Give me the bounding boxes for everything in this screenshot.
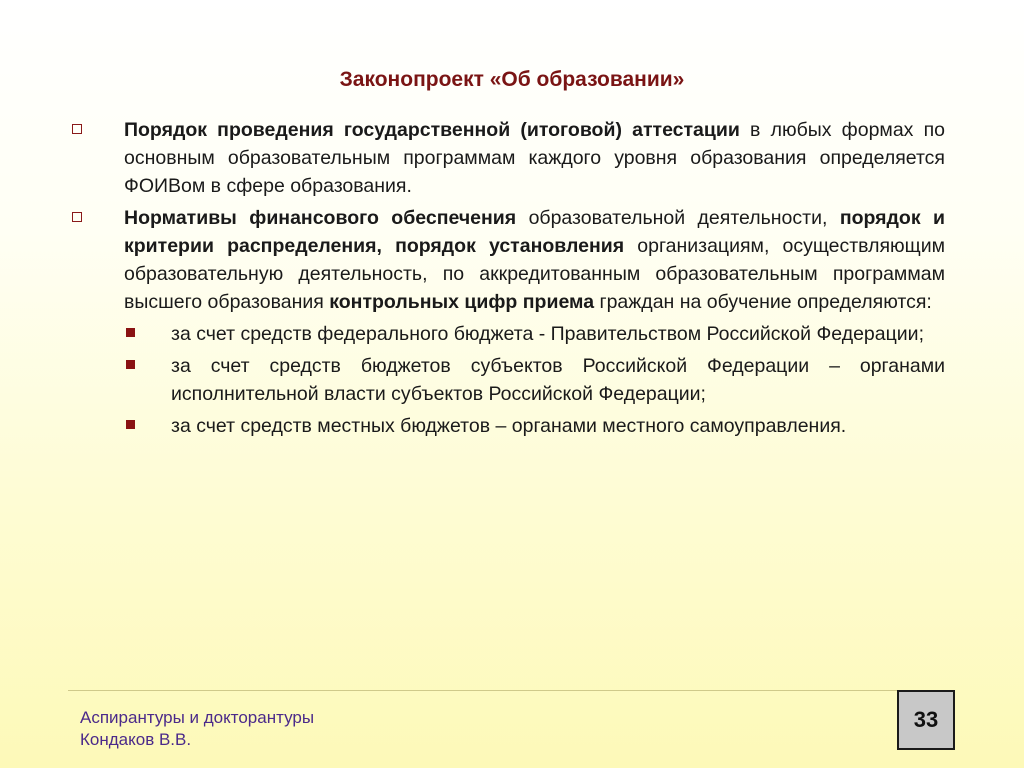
sub-bullet-item xyxy=(70,320,945,348)
filled-square-bullet-icon xyxy=(126,420,135,429)
hollow-square-bullet-icon xyxy=(72,212,82,222)
footer-line-1: Аспирантуры и докторантуры xyxy=(80,708,315,727)
sub-bullet-text: за счет средств федерального бюджета - Правительством Российской Федерации; xyxy=(171,323,924,345)
bold-phrase: Порядок проведения государственной (итоговой) аттестации xyxy=(124,119,740,141)
text-phrase: граждан на обучение определяются: xyxy=(594,291,932,313)
filled-square-bullet-icon xyxy=(126,328,135,337)
sub-bullet-item xyxy=(70,412,945,440)
bold-phrase: порядок и критерии распределения, порядок установления xyxy=(124,207,946,257)
hollow-square-bullet-icon xyxy=(72,124,82,134)
filled-square-bullet-icon xyxy=(126,360,135,369)
footer xyxy=(80,707,314,751)
bullet-item xyxy=(70,204,945,316)
bold-phrase: Нормативы финансового обеспечения xyxy=(124,207,517,229)
sub-bullet-text: за счет средств местных бюджетов – органами местного самоуправления. xyxy=(171,415,847,437)
slide-title: Законопроект «Об образовании» xyxy=(339,68,685,91)
sub-bullet-text: за счет средств бюджетов субъектов Российской Федерации – органами исполнительной власти субъектов Российской Федерации; xyxy=(171,355,945,405)
footer-divider xyxy=(68,690,898,691)
bullet-text xyxy=(124,119,945,197)
text-phrase: образовательной деятельности, xyxy=(516,207,840,229)
bullet-text xyxy=(124,207,945,313)
sub-bullet-item xyxy=(70,352,945,408)
slide-content xyxy=(70,116,945,444)
bold-phrase: контрольных цифр приема xyxy=(329,291,595,313)
bullet-item xyxy=(70,116,945,200)
text-phrase: в любых формах по основным образовательным программам каждого уровня образования определяется ФОИВом в сфере образования. xyxy=(124,119,945,197)
text-phrase: организациям, осуществляющим образовательную деятельность, по аккредитованным образовательным программам высшего образования xyxy=(124,235,945,313)
footer-line-2: Кондаков В.В. xyxy=(80,730,192,749)
page-number: 33 xyxy=(897,690,955,750)
